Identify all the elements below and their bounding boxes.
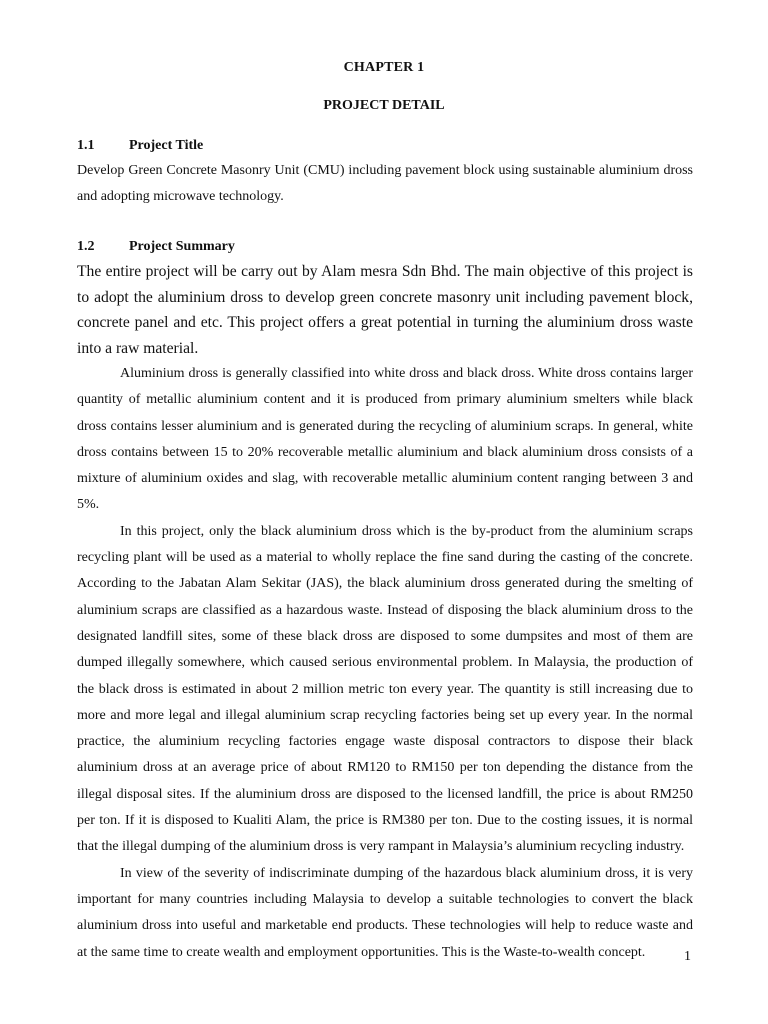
body-paragraph: In this project, only the black aluminium dross which is the by-product from the aluminium scraps recycling plant will be used as a material to wholly replace the fine sand during the casting of the concrete. According to the Jabatan Alam Sekitar (JAS), the black aluminium dross generated during the smelting of aluminium scraps are classified as a hazardous waste. Instead of disposing the black aluminium dross to the designated landfill sites, some of these black dross are disposed to some dumpsites and most of them are dumped illegally somewhere, which caused serious environmental problem. In Malaysia, the production of the black dross is estimated in about 2 million metric ton every year. The quantity is still increasing due to more and more legal and illegal aluminium scrap recycling factories being set up every year. In the normal practice, the aluminium recycling factories engage waste disposal contractors to dispose their black aluminium dross at an average price of about RM120 to RM150 per ton depending the distance from the illegal disposal sites. If the aluminium dross are disposed to the licensed landfill, the price is about RM250 per ton. If it is disposed to Kualiti Alam, the price is RM380 per ton. Due to the costing issues, it is normal that the illegal dumping of the aluminium dross is very rampant in Malaysia’s aluminium recycling industry. bbox=[77, 523, 693, 855]
section-number: 1.1 bbox=[77, 138, 95, 153]
section-heading-project-title bbox=[77, 138, 203, 154]
section-title: Project Summary bbox=[129, 239, 235, 254]
project-summary-intro-block bbox=[77, 259, 693, 361]
project-title-text-block bbox=[77, 158, 693, 211]
project-summary-intro: The entire project will be carry out by Alam mesra Sdn Bhd. The main objective of this project is to adopt the aluminium dross to develop green concrete masonry unit including pavement block, concrete panel and etc. This project offers a great potential in turning the aluminium dross waste into a raw material. bbox=[77, 263, 693, 357]
project-summary-body bbox=[77, 361, 693, 966]
section-title: Project Title bbox=[129, 138, 204, 153]
body-paragraph: Aluminium dross is generally classified into white dross and black dross. White dross contains larger quantity of metallic aluminium content and it is produced from primary aluminium smelters while black dross contains lesser aluminium and is generated during the recycling of aluminium scraps. In general, white dross contains between 15 to 20% recoverable metallic aluminium and black aluminium dross consists of a mixture of aluminium oxides and slag, with recoverable metallic aluminium content ranging between 3 and 5%. bbox=[77, 366, 693, 513]
chapter-title: PROJECT DETAIL bbox=[323, 98, 445, 113]
project-title-text: Develop Green Concrete Masonry Unit (CMU) including pavement block using sustainable aluminium dross and adopting microwave technology. bbox=[77, 163, 693, 205]
chapter-heading: CHAPTER 1 bbox=[343, 60, 425, 75]
section-number: 1.2 bbox=[77, 239, 95, 254]
body-paragraph: In view of the severity of indiscriminate dumping of the hazardous black aluminium dross, it is very important for many countries including Malaysia to develop a suitable technologies to convert the black aluminium dross into useful and marketable end products. These technologies will help to reduce waste and at the same time to create wealth and employment opportunities. This is the Waste-to-wealth concept. bbox=[77, 865, 693, 960]
page-number: 1 bbox=[684, 949, 691, 964]
section-heading-project-summary bbox=[77, 239, 235, 255]
